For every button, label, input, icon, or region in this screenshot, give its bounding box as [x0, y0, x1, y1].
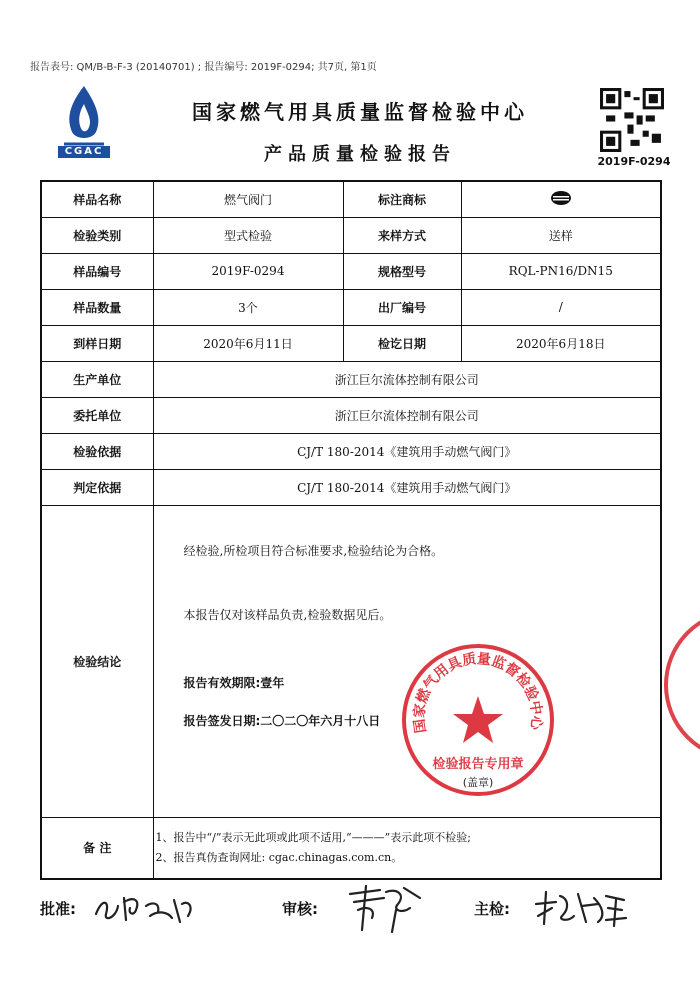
conclusion-text: 经检验,所检项目符合标准要求,检验结论为合格。	[183, 543, 444, 558]
basis-value: CJ/T 180-2014《建筑用手动燃气阀门》	[153, 433, 661, 469]
table-row	[41, 217, 661, 253]
field-value: 3个	[153, 289, 343, 325]
field-value: 2019F-0294	[153, 253, 343, 289]
field-label: 检验结论	[41, 505, 153, 817]
table-row	[41, 361, 661, 397]
producer-value: 浙江巨尔流体控制有限公司	[153, 361, 661, 397]
note-line: 1、报告中“/”表示无此项或此项不适用,“———”表示此项不检验;	[155, 830, 471, 844]
table-row	[41, 181, 661, 217]
field-value: 2020年6月11日	[153, 325, 343, 361]
field-label: 判定依据	[41, 469, 153, 505]
field-label: 生产单位	[41, 361, 153, 397]
judge-value: CJ/T 180-2014《建筑用手动燃气阀门》	[153, 469, 661, 505]
client-value: 浙江巨尔流体控制有限公司	[153, 397, 661, 433]
reviewer-signature-icon	[350, 886, 420, 932]
field-label: 样品编号	[41, 253, 153, 289]
official-seal-icon	[398, 640, 558, 800]
report-table	[40, 180, 662, 880]
qr-code-icon	[600, 88, 664, 152]
table-row	[41, 817, 661, 879]
header-meta-line: 报告表号: QM/B-B-F-3 (20140701) ; 报告编号: 2019F-0294; 共7页, 第1页	[30, 62, 377, 73]
note-line: 2、报告真伪查询网址: cgac.chinagas.com.cn。	[155, 850, 403, 864]
table-row	[41, 505, 661, 817]
table-row	[41, 325, 661, 361]
issue-date-text: 报告签发日期:二〇二〇年六月十八日	[183, 713, 381, 728]
seal-inner-text: 检验报告专用章	[432, 757, 524, 772]
approve-label: 批准:	[40, 900, 76, 918]
table-row	[41, 289, 661, 325]
field-label: 检验类别	[41, 217, 153, 253]
cgac-logo-text: CGAC	[58, 146, 110, 158]
field-label: 到样日期	[41, 325, 153, 361]
brand-cell	[461, 181, 661, 217]
partial-seal-icon	[660, 600, 700, 770]
field-label: 标注商标	[343, 181, 461, 217]
table-row	[41, 397, 661, 433]
field-value: 燃气阀门	[153, 181, 343, 217]
center-name: 国家燃气用具质量监督检验中心	[192, 100, 528, 124]
field-label: 检讫日期	[343, 325, 461, 361]
seal-bracket-text: (盖章)	[462, 776, 494, 789]
approver-signature-icon	[88, 888, 198, 928]
field-label: 委托单位	[41, 397, 153, 433]
field-value: 型式检验	[153, 217, 343, 253]
validity-text: 报告有效期限:壹年	[183, 675, 285, 690]
inspector-signature-icon	[536, 892, 626, 926]
field-label: 规格型号	[343, 253, 461, 289]
responsibility-text: 本报告仅对该样品负责,检验数据见后。	[183, 607, 392, 622]
field-label: 检验依据	[41, 433, 153, 469]
table-row	[41, 433, 661, 469]
table-row	[41, 253, 661, 289]
field-value: /	[461, 289, 661, 325]
field-value: 送样	[461, 217, 661, 253]
brand-logo-icon	[550, 190, 572, 206]
inspect-label: 主检:	[474, 900, 510, 918]
field-label: 样品名称	[41, 181, 153, 217]
table-row	[41, 469, 661, 505]
field-value: 2020年6月18日	[461, 325, 661, 361]
field-label: 来样方式	[343, 217, 461, 253]
review-label: 审核:	[282, 900, 318, 918]
field-value: RQL-PN16/DN15	[461, 253, 661, 289]
notes-cell	[153, 817, 661, 879]
field-label: 备 注	[41, 817, 153, 879]
report-number-label: 2019F-0294	[597, 155, 671, 168]
seal-outer-text: 国家燃气用具质量监督检验中心	[411, 651, 545, 734]
report-title: 产品质量检验报告	[264, 144, 456, 165]
field-label: 样品数量	[41, 289, 153, 325]
field-label: 出厂编号	[343, 289, 461, 325]
